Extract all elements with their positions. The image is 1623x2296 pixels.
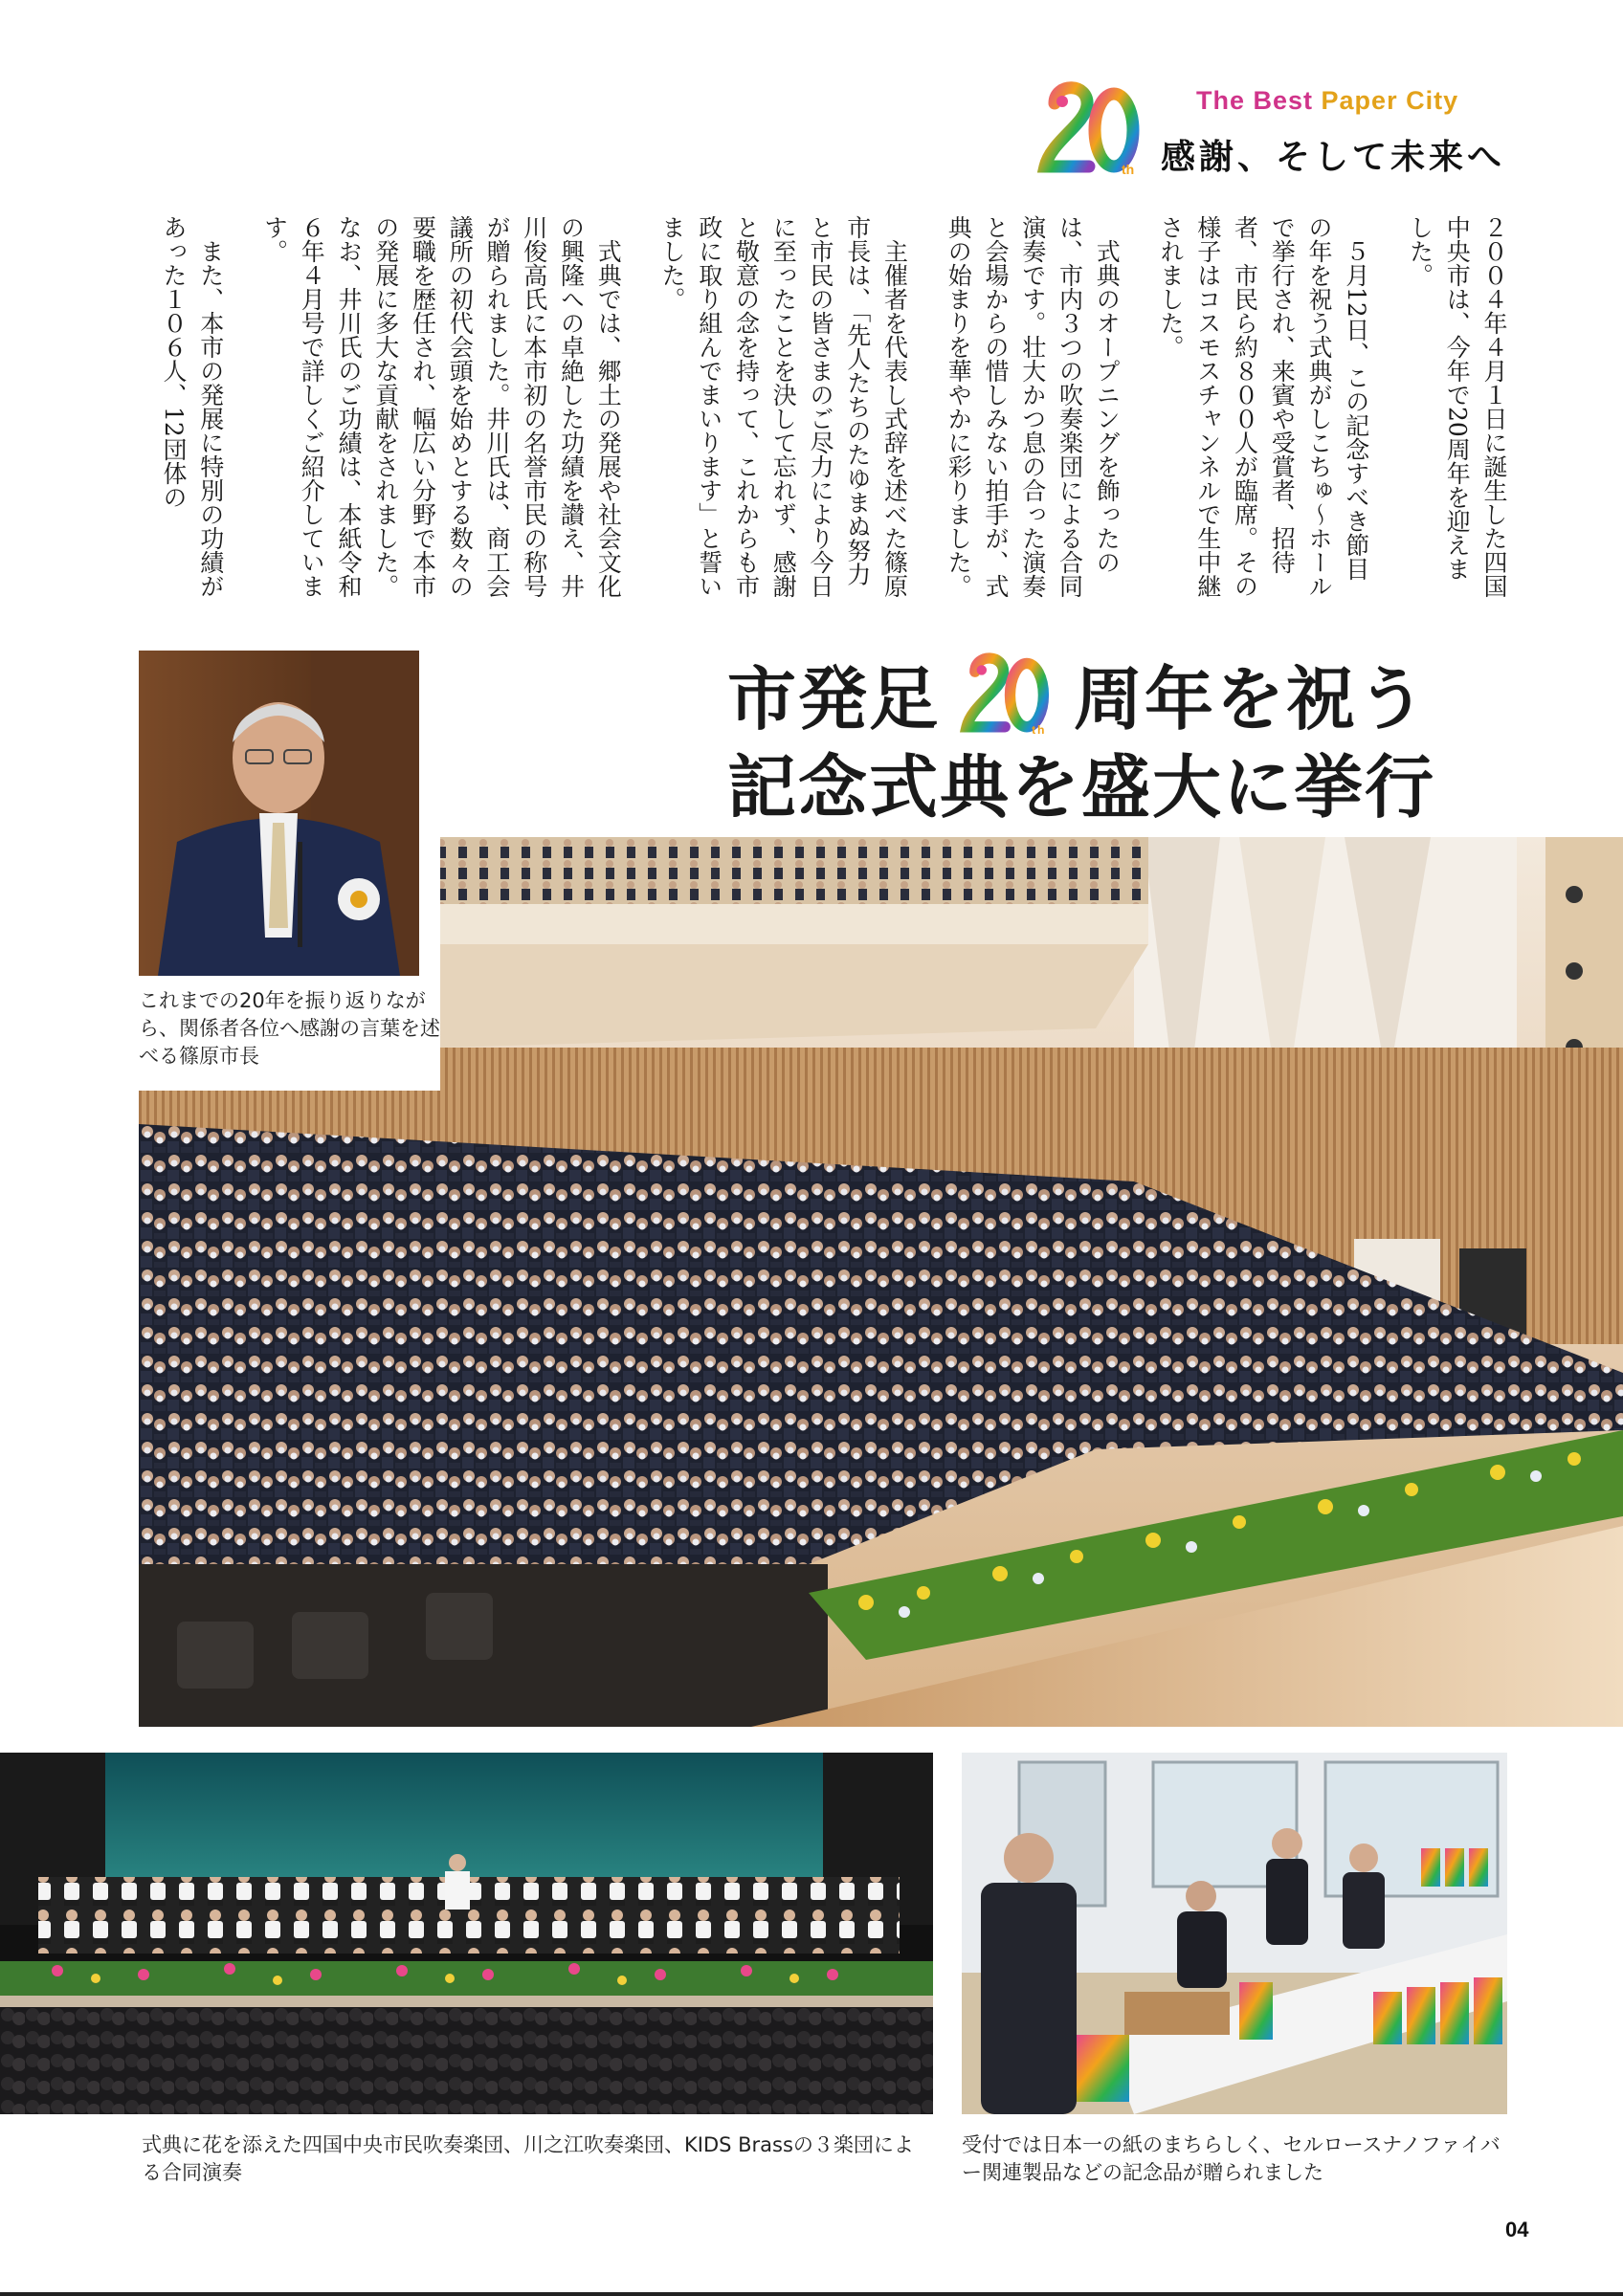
svg-text:th: th (1122, 162, 1135, 177)
caption-reception-photo: 受付では日本一の紙のまちらしく、セルロースナノファイバー関連製品などの記念品が贈られました (962, 2133, 1501, 2184)
brand-slogan-part1: The Best (1196, 86, 1322, 115)
caption-mayor-photo: これまでの20年を振り返りながら、関係者各位へ感謝の言葉を述べる篠原市長 (139, 989, 440, 1068)
article-paragraph: 主催者を代表し式辞を述べた篠原市長は、「先人たちのたゆまぬ努力と市民の皆さまのご尽力により今日に至ったことを決して忘れず、感謝と敬意の念を持って、これからも市政に取り組んでまいります」と誓いました。 (658, 215, 909, 598)
svg-text:th: th (1032, 722, 1047, 737)
page-number: 04 (1505, 2218, 1529, 2241)
article-paragraph: ２００４年４月１日に誕生した四国中央市は、今年で20周年を迎えました。 (1406, 215, 1508, 598)
headline-line-1 (727, 647, 1512, 743)
article-paragraph: また、本市の発展に特別の功績があった１０６人、12団体の (160, 215, 225, 598)
headline-text-after: 周年を祝う (1074, 659, 1429, 740)
brand-slogan-part2: Paper City (1321, 86, 1459, 115)
photo-joint-band-performance (0, 1753, 933, 2114)
photo-mayor-speech (139, 651, 419, 976)
article-paragraph: ５月12日、この記念すべき節目の年を祝う式典がしこちゅ～ホールで挙行され、来賓や受賞者、招待者、市民ら約８００人が臨席。その様子はコスモスチャンネルで生中継されました。 (1157, 215, 1370, 598)
caption-band-photo: 式典に花を添えた四国中央市民吹奏楽団、川之江吹奏楽団、KIDS Brassの３楽団による合同演奏 (142, 2133, 914, 2184)
page-tagline: 感謝、そして未来へ (1161, 138, 1506, 177)
article-headline (727, 647, 1512, 831)
article-body (132, 215, 1512, 603)
headline-text-before: 市発足 (727, 659, 941, 740)
brand-slogan (1196, 86, 1458, 116)
anniversary-20th-logo (1034, 75, 1148, 180)
article-paragraph: 式典のオープニングを飾ったのは、市内３つの吹奏楽団による合同演奏です。壮大かつ息の合った演奏と会場からの惜しみない拍手が、式典の始まりを華やかに彩りました。 (945, 215, 1122, 598)
anniversary-20th-logo-inline (949, 647, 1064, 739)
article-paragraph: 式典では、郷土の発展や社会文化の興隆への卓絶した功績を讃え、井川俊高氏に本市初の名誉市民の称号が贈られました。井川氏は、商工会議所の初代会頭を始めとする数々の要職を歴任され、幅広い分野で本市の発展に多大な貢献をされました。なお、井川氏のご功績は、本紙令和６年４月号で詳しくご紹介しています。 (260, 215, 623, 598)
photo-reception-desk (962, 1753, 1507, 2114)
headline-line-2: 記念式典を盛大に挙行 (727, 747, 1436, 828)
footer-rule (0, 2292, 1623, 2296)
